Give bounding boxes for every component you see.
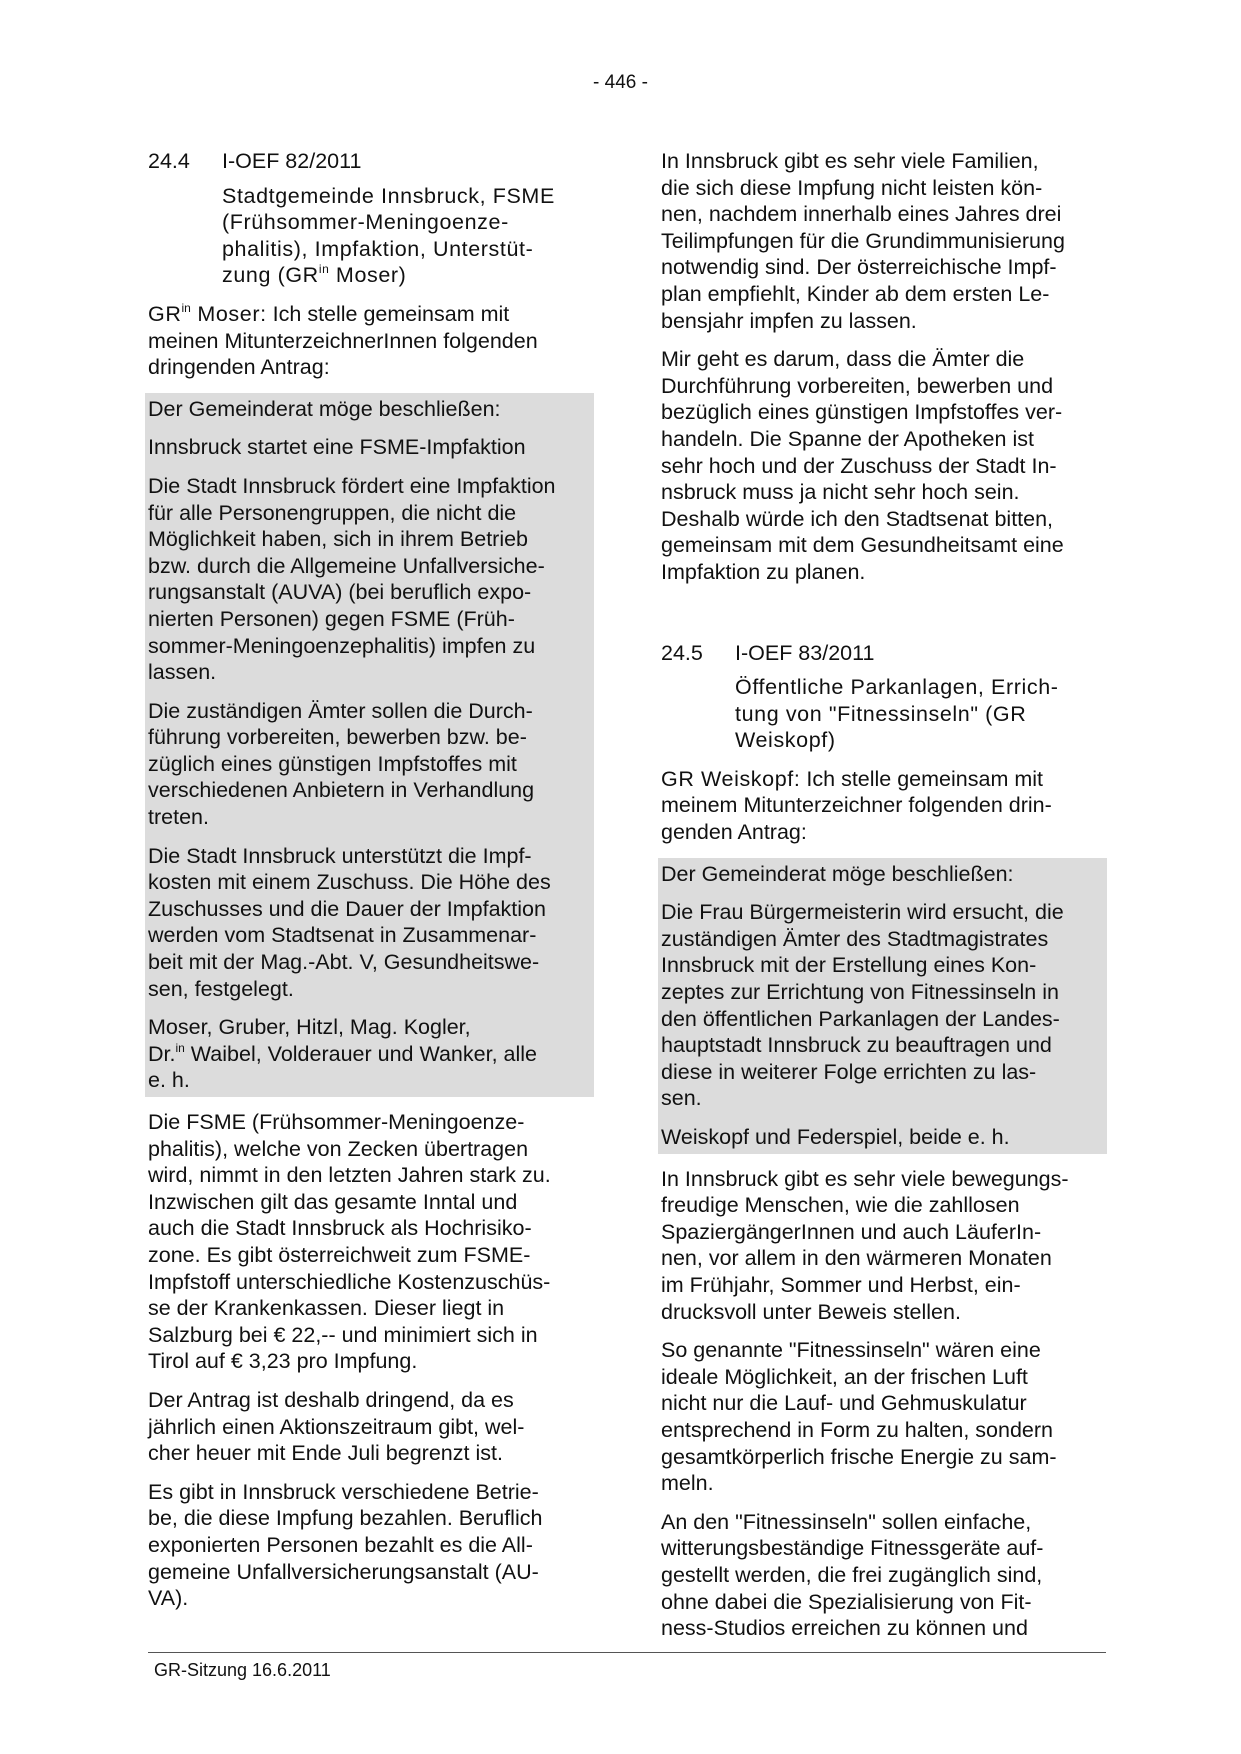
- text-line: notwendig sind. Der österreichische Impf-: [661, 255, 1057, 280]
- motion-paragraph: Der Gemeinderat möge beschließen:: [148, 396, 501, 421]
- text-line: entsprechend in Form zu halten, sondern: [661, 1417, 1054, 1442]
- text-line: zone. Es gibt österreichweit zum FSME-: [148, 1242, 531, 1267]
- motion-paragraph: [148, 698, 591, 831]
- lead-text: Ich stelle gemeinsam mit: [800, 766, 1043, 791]
- text-line: rungsanstalt (AUVA) (bei beruflich expo-: [148, 580, 532, 605]
- text-line: nsbruck muss ja nicht sehr hoch sein.: [661, 480, 1020, 505]
- text-line: bzw. durch die Allgemeine Unfallversiche-: [148, 553, 545, 578]
- text-line: gesamtkörperlich frische Energie zu sam-: [661, 1444, 1057, 1469]
- text-line: Impfaktion zu planen.: [661, 559, 866, 584]
- text-line: VA).: [148, 1586, 189, 1611]
- right-column: [661, 148, 1107, 1654]
- title-line: tung von "Fitnessinseln" (GR: [735, 701, 1027, 726]
- text-line: zeptes zur Errichtung von Fitnessinseln in: [661, 980, 1059, 1005]
- motion-paragraph: [148, 473, 591, 686]
- speaker-label: GR Weiskopf:: [661, 766, 801, 791]
- lead-text: dringenden Antrag:: [148, 355, 330, 380]
- text-line: im Frühjahr, Sommer und Herbst, ein-: [661, 1272, 1021, 1297]
- text-line: sommer-Meningoenzephalitis) impfen zu: [148, 633, 536, 658]
- title-line: Weiskopf): [735, 728, 836, 753]
- lead-text: genden Antrag:: [661, 820, 807, 845]
- text-line: sehr hoch und der Zuschuss der Stadt In-: [661, 453, 1057, 478]
- signatory-line: Waibel, Volderauer und Wanker, alle: [184, 1041, 537, 1066]
- text-line: Zuschusses und die Dauer der Impfaktion: [148, 896, 546, 921]
- motion-box-24-5: [658, 858, 1107, 1154]
- text-line: gestellt werden, die frei zugänglich sind,: [661, 1562, 1043, 1587]
- lead-text: meinem Mitunterzeichner folgenden drin-: [661, 793, 1052, 818]
- item-number: 24.5: [661, 640, 703, 665]
- text-line: SpaziergängerInnen und auch LäuferIn-: [661, 1219, 1042, 1244]
- title-line: phalitis), Impfaktion, Unterstüt-: [222, 236, 534, 261]
- item-heading-24-4: [148, 148, 594, 175]
- text-line: nicht nur die Lauf- und Gehmuskulatur: [661, 1391, 1027, 1416]
- text-line: plan empfiehlt, Kinder ab dem ersten Le-: [661, 281, 1050, 306]
- item-reference: I-OEF 83/2011: [735, 640, 875, 665]
- item-title-24-4: [222, 183, 594, 289]
- item-number: 24.4: [148, 149, 190, 173]
- signatory-line: e. h.: [148, 1068, 190, 1093]
- footer-text: GR-Sitzung 16.6.2011: [154, 1660, 331, 1680]
- title-line: zung (GR: [222, 263, 319, 288]
- footer-divider: [148, 1652, 1106, 1653]
- text-line: ness-Studios erreichen zu können und: [661, 1616, 1028, 1641]
- body-paragraph: [148, 1387, 594, 1467]
- text-line: nen, vor allem in den wärmeren Monaten: [661, 1246, 1052, 1271]
- body-paragraph: [661, 148, 1107, 334]
- text-line: In Innsbruck gibt es sehr viele bewegungs-: [661, 1166, 1069, 1191]
- text-line: handeln. Die Spanne der Apotheken ist: [661, 426, 1034, 451]
- text-line: exponierten Personen bezahlt es die All-: [148, 1532, 533, 1557]
- body-paragraph: [148, 1479, 594, 1612]
- motion-paragraph: [148, 843, 591, 1003]
- body-paragraph: [661, 1337, 1107, 1497]
- text-line: Inzwischen gilt das gesamte Inntal und: [148, 1189, 518, 1214]
- item-title-24-5: [735, 674, 1107, 754]
- motion-paragraph: Der Gemeinderat möge beschließen:: [661, 861, 1014, 886]
- text-line: phalitis), welche von Zecken übertragen: [148, 1136, 529, 1161]
- signatory-line: Moser, Gruber, Hitzl, Mag. Kogler,: [148, 1015, 471, 1040]
- text-line: Durchführung vorbereiten, bewerben und: [661, 373, 1054, 398]
- text-line: cher heuer mit Ende Juli begrenzt ist.: [148, 1441, 503, 1466]
- text-line: bensjahr impfen zu lassen.: [661, 308, 917, 333]
- motion-lead-24-5: [661, 766, 1107, 846]
- text-line: hauptstadt Innsbruck zu beauftragen und: [661, 1033, 1052, 1058]
- text-line: gemeine Unfallversicherungsanstalt (AU-: [148, 1559, 539, 1584]
- item-heading-24-5: [661, 640, 1107, 667]
- text-line: Teilimpfungen für die Grundimmunisierung: [661, 228, 1065, 253]
- text-line: verschiedenen Anbietern in Verhandlung: [148, 778, 535, 803]
- body-paragraph: [661, 1166, 1107, 1326]
- text-line: witterungsbeständige Fitnessgeräte auf-: [661, 1536, 1044, 1561]
- text-line: In Innsbruck gibt es sehr viele Familien,: [661, 149, 1039, 173]
- text-line: die sich diese Impfung nicht leisten kön-: [661, 175, 1043, 200]
- text-line: freudige Menschen, wie die zahllosen: [661, 1193, 1020, 1218]
- text-line: jährlich einen Aktionszeitraum gibt, wel-: [148, 1414, 525, 1439]
- text-line: sen, festgelegt.: [148, 976, 294, 1001]
- body-paragraph: [661, 1509, 1107, 1642]
- text-line: An den "Fitnessinseln" sollen einfache,: [661, 1509, 1032, 1534]
- motion-signatories: [148, 1014, 591, 1094]
- superscript: in: [318, 262, 330, 277]
- text-line: beit mit der Mag.-Abt. V, Gesundheitswe-: [148, 950, 540, 975]
- text-line: Die Frau Bürgermeisterin wird ersucht, die: [661, 900, 1064, 925]
- page-number: - 446 -: [593, 72, 648, 93]
- text-line: Der Antrag ist deshalb dringend, da es: [148, 1387, 514, 1412]
- text-line: ohne dabei die Spezialisierung von Fit-: [661, 1589, 1032, 1614]
- title-line: Stadtgemeinde Innsbruck, FSME: [222, 183, 555, 208]
- text-line: Die FSME (Frühsommer-Meningoenze-: [148, 1110, 525, 1134]
- superscript: in: [181, 300, 191, 315]
- text-line: wird, nimmt in den letzten Jahren stark zu.: [148, 1163, 551, 1188]
- body-paragraph: [661, 346, 1107, 585]
- text-line: bezüglich eines günstigen Impfstoffes ver-: [661, 400, 1063, 425]
- left-column: [148, 148, 594, 1624]
- superscript: in: [175, 1040, 185, 1055]
- motion-lead-24-4: [148, 301, 594, 381]
- text-line: Impfstoff unterschiedliche Kostenzuschüs-: [148, 1269, 551, 1294]
- text-line: Salzburg bei € 22,-- und minimiert sich in: [148, 1322, 538, 1347]
- text-line: führung vorbereiten, bewerben bzw. be-: [148, 725, 527, 750]
- text-line: sen.: [661, 1086, 702, 1111]
- text-line: Deshalb würde ich den Stadtsenat bitten,: [661, 506, 1054, 531]
- item-reference: I-OEF 82/2011: [222, 149, 362, 173]
- text-line: nierten Personen) gegen FSME (Früh-: [148, 606, 515, 631]
- text-line: züglich eines günstigen Impfstoffes mit: [148, 751, 517, 776]
- text-line: Die Stadt Innsbruck fördert eine Impfaktion: [148, 473, 556, 498]
- text-line: Die Stadt Innsbruck unterstützt die Impf-: [148, 843, 532, 868]
- motion-paragraph: [661, 899, 1104, 1112]
- motion-paragraph: Innsbruck startet eine FSME-Impfaktion: [148, 435, 526, 460]
- text-line: se der Krankenkassen. Dieser liegt in: [148, 1296, 505, 1321]
- signatory-line: Dr.: [148, 1041, 176, 1066]
- text-line: kosten mit einem Zuschuss. Die Höhe des: [148, 870, 551, 895]
- text-line: drucksvoll unter Beweis stellen.: [661, 1299, 961, 1324]
- text-line: zuständigen Ämter des Stadtmagistrates: [661, 926, 1049, 951]
- text-line: nen, nachdem innerhalb eines Jahres drei: [661, 202, 1062, 227]
- text-line: Mir geht es darum, dass die Ämter die: [661, 347, 1025, 372]
- title-line: (Frühsommer-Meningoenze-: [222, 210, 509, 235]
- text-line: be, die diese Impfung bezahlen. Beruflich: [148, 1506, 543, 1531]
- speaker-label: Moser:: [190, 301, 267, 326]
- motion-signatories: Weiskopf und Federspiel, beide e. h.: [661, 1125, 1010, 1149]
- text-line: werden vom Stadtsenat in Zusammenar-: [148, 923, 537, 948]
- text-line: Tirol auf € 3,23 pro Impfung.: [148, 1349, 418, 1374]
- text-line: meln.: [661, 1471, 714, 1496]
- text-line: Die zuständigen Ämter sollen die Durch-: [148, 698, 533, 723]
- title-line: Moser): [329, 263, 407, 288]
- motion-box-24-4: [145, 393, 594, 1097]
- spacer: [661, 598, 1107, 640]
- text-line: lassen.: [148, 660, 217, 685]
- text-line: Es gibt in Innsbruck verschiedene Betrie-: [148, 1479, 539, 1504]
- text-line: Innsbruck mit der Erstellung eines Kon-: [661, 953, 1037, 978]
- body-paragraph: [148, 1109, 594, 1375]
- text-line: diese in weiterer Folge errichten zu las-: [661, 1059, 1037, 1084]
- text-line: für alle Personengruppen, die nicht die: [148, 500, 517, 525]
- text-line: So genannte "Fitnessinseln" wären eine: [661, 1338, 1041, 1363]
- speaker-label: GR: [148, 301, 182, 326]
- text-line: treten.: [148, 805, 209, 830]
- text-line: ideale Möglichkeit, an der frischen Luft: [661, 1364, 1028, 1389]
- title-line: Öffentliche Parkanlagen, Errich-: [735, 675, 1059, 700]
- lead-text: Ich stelle gemeinsam mit: [266, 301, 510, 326]
- text-line: den öffentlichen Parkanlagen der Landes-: [661, 1006, 1060, 1031]
- text-line: Möglichkeit haben, sich in ihrem Betrieb: [148, 527, 529, 552]
- lead-text: meinen MitunterzeichnerInnen folgenden: [148, 328, 538, 353]
- text-line: gemeinsam mit dem Gesundheitsamt eine: [661, 533, 1064, 558]
- text-line: auch die Stadt Innsbruck als Hochrisiko-: [148, 1216, 532, 1241]
